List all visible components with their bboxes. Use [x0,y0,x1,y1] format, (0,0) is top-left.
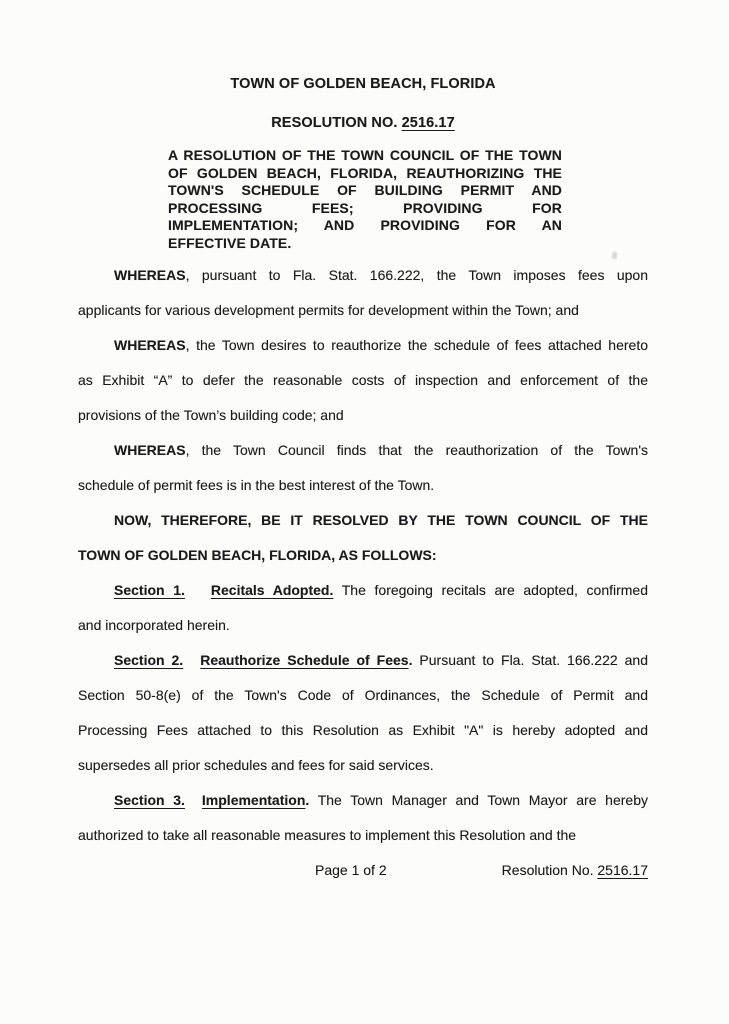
text-line [78,608,648,643]
text-run: and incorporated herein. [78,616,230,633]
text-line [78,468,648,503]
text-run: authorized to take all reasonable measures to implement this Resolution and the [78,826,577,843]
text-line [78,328,648,363]
text-run: WHEREAS [114,441,186,458]
text-line [78,503,648,538]
text-run: provisions of the Town’s building code; and [78,406,344,423]
document-title: TOWN OF GOLDEN BEACH, FLORIDA [230,76,496,92]
text-run: Processing Fees attached to this Resolution as Exhibit "A" is hereby adopted and [78,721,648,738]
text-run: Pursuant to Fla. Stat. 166.222 and [412,651,648,668]
resolution-number-line [78,115,648,131]
resolved-clause [78,503,648,573]
text-run: applicants for various development permits for development within the Town; and [78,301,579,318]
text-run: NOW, THEREFORE, BE IT RESOLVED BY THE TOWN COUNCIL OF THE [114,511,648,528]
text-run: Section 1. [114,581,185,598]
document-content [78,76,648,888]
text-run: OF GOLDEN BEACH, FLORIDA, REAUTHORIZING THE [168,164,562,181]
section-3 [78,783,648,853]
text-run: , the Town desires to reauthorize the schedule of fees attached hereto [185,336,648,353]
resolution-caption [168,147,562,253]
text-line [168,235,562,253]
text-line [168,147,562,165]
page-number-label: Page 1 of 2 [315,861,387,878]
text-line [78,538,648,573]
text-run: TOWN'S SCHEDULE OF BUILDING PERMIT AND [168,182,562,199]
text-line [78,293,648,328]
text-run: WHEREAS [114,266,186,283]
text-run: TOWN OF GOLDEN BEACH, FLORIDA, AS FOLLOWS: [78,546,437,563]
text-run: Section 50-8(e) of the Town's Code of Ordinances, the Schedule of Permit and [78,686,648,703]
text-run: supersedes all prior schedules and fees for said services. [78,756,434,773]
text-line [78,783,648,818]
text-line [78,713,648,748]
text-run: . [305,791,310,808]
text-line [78,678,648,713]
text-run: The Town Manager and Town Mayor are hereby [309,791,648,808]
text-run: Reauthorize Schedule of Fees [200,651,409,668]
text-line [168,200,562,218]
resolution-number: 2516.17 [401,115,455,131]
text-line [78,398,648,433]
text-run: Section 3. [114,791,185,808]
text-line [78,818,648,853]
text-line [168,182,562,200]
text-line [78,363,648,398]
footer-resolution-number: 2516.17 [597,861,648,878]
text-run: as Exhibit “A” to defer the reasonable costs of inspection and enforcement of the [78,371,648,388]
section-2 [78,643,648,783]
text-line [168,165,562,183]
text-run: The foregoing recitals are adopted, confirmed [333,581,648,598]
text-run: EFFECTIVE DATE. [168,234,292,251]
text-run: . [408,651,413,668]
whereas-clause-3 [78,433,648,503]
text-run: Implementation [201,791,306,808]
text-run: WHEREAS [114,336,186,353]
text-line [78,573,648,608]
text-line [78,258,648,293]
text-run: PROCESSING FEES; PROVIDING FOR [168,199,562,216]
text-run: A RESOLUTION OF THE TOWN COUNCIL OF THE TOWN [168,147,562,163]
section-1 [78,573,648,643]
text-line [168,217,562,235]
text-run: , the Town Council finds that the reauthorization of the Town's [185,441,648,458]
text-line [78,433,648,468]
text-run: IMPLEMENTATION; AND PROVIDING FOR AN [168,217,562,234]
text-run: Section 2. [114,651,184,668]
footer-resolution-reference [502,853,648,888]
text-run: , pursuant to Fla. Stat. 166.222, the Town imposes fees upon [185,266,648,283]
document-footer [78,853,648,888]
text-run: Recitals Adopted. [210,581,334,598]
text-line [78,643,648,678]
resolution-label: RESOLUTION NO. [271,115,402,131]
text-line [78,748,648,783]
text-run: schedule of permit fees is in the best interest of the Town. [78,476,435,493]
whereas-clause-1 [78,258,648,328]
whereas-clause-2 [78,328,648,433]
footer-resolution-label: Resolution No. [501,861,598,878]
document-body [78,147,648,853]
